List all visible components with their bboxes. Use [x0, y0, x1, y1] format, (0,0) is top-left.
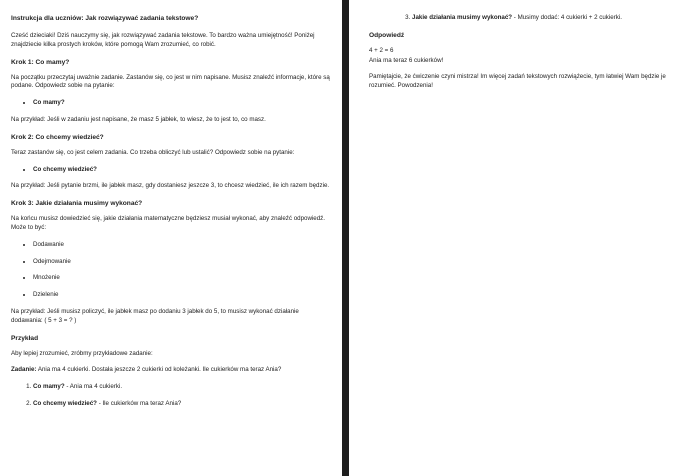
step1-heading: Krok 1: Co mamy?	[11, 58, 70, 66]
list-item: • Dzielenie	[33, 291, 330, 300]
example-steps-list	[11, 383, 330, 409]
list-item: • Dodawanie	[33, 241, 330, 250]
intro-paragraph: Cześć dzieciaki! Dziś nauczymy się, jak rozwiązywać zadania tekstowe. To bardzo ważna umiejętność! Poniżej znajdziecie kilka prostych kroków, które pomogą Wam zrozumieć, co robić.	[11, 32, 315, 48]
step2-heading: Krok 2: Co chcemy wiedzieć?	[11, 133, 104, 141]
step1-list	[11, 99, 330, 108]
operations-list	[11, 241, 330, 300]
task-text: Ania ma 4 cukierki. Dostała jeszcze 2 cukierki od koleżanki. Ile cukierków ma teraz Ania?	[36, 366, 282, 374]
document-title: Instrukcja dla uczniów: Jak rozwiązywać zadania tekstowe?	[11, 15, 199, 22]
list-item-text: - Musimy dodać: 4 cukierki + 2 cukierki.	[512, 14, 622, 21]
step3-text: Na końcu musisz dowiedzieć się, jakie działania matematyczne będziesz musiał wykonać, aby znaleźć odpowiedź. Może to być:	[11, 215, 325, 231]
equation: 4 + 2 = 6	[369, 46, 394, 54]
step1-text: Na początku przeczytaj uważnie zadanie. Zastanów się, co jest w nim napisane. Musisz znaleźć informacje, które są podane. Odpowiedz sobie na pytanie:	[11, 73, 330, 90]
list-item: • Co chcemy wiedzieć?	[33, 166, 330, 175]
closing-paragraph: Pamiętajcie, że ćwiczenie czyni mistrza! Im więcej zadań tekstowych rozwiążecie, tym łatwiej Wam będzie je rozumieć. Powodzenia!	[369, 73, 666, 90]
document-page-right	[349, 0, 700, 476]
list-item-label: Co chcemy wiedzieć?	[33, 399, 97, 407]
step1-example: Na przykład: Jeśli w zadaniu jest napisane, że masz 5 jabłek, to wiesz, że to jest to, co masz.	[11, 115, 266, 123]
page-divider	[342, 0, 349, 476]
document-page-left	[0, 0, 342, 476]
step2-text: Teraz zastanów się, co jest celem zadania. Co trzeba obliczyć lub ustalić? Odpowiedz sobie na pytanie:	[11, 148, 295, 156]
step3-heading: Krok 3: Jakie działania musimy wykonać?	[11, 200, 143, 208]
list-item	[412, 14, 690, 23]
task-paragraph	[11, 366, 330, 375]
example-heading: Przykład	[11, 334, 39, 342]
list-item-text: - Ile cukierków ma teraz Ania?	[96, 399, 182, 407]
list-item-label: Co mamy?	[33, 383, 65, 391]
list-item	[33, 383, 330, 392]
example-steps-list-continued	[369, 14, 690, 23]
task-label: Zadanie:	[11, 366, 37, 374]
answer-heading: Odpowiedź	[369, 31, 405, 39]
step2-list	[11, 166, 330, 175]
list-item-text: - Ania ma 4 cukierki.	[64, 383, 123, 391]
list-item: • Mnożenie	[33, 274, 330, 283]
answer-text: Ania ma teraz 6 cukierków!	[369, 56, 444, 64]
list-item: • Co mamy?	[33, 99, 330, 108]
example-intro: Aby lepiej zrozumieć, zróbmy przykładowe zadanie:	[11, 349, 153, 357]
step3-example: Na przykład: Jeśli musisz policzyć, ile jabłek masz po dodaniu 3 jabłek do 5, to musisz wykonać działanie dodawania: ( 5 + 3 = ? )	[11, 307, 299, 324]
list-item: • Odejmowanie	[33, 258, 330, 267]
step2-example: Na przykład: Jeśli pytanie brzmi, ile jabłek masz, gdy dostaniesz jeszcze 3, to chcesz wiedzieć, ile ich razem będzie.	[11, 182, 330, 190]
list-item-label: Jakie działania musimy wykonać?	[412, 14, 513, 21]
list-item	[33, 400, 330, 409]
